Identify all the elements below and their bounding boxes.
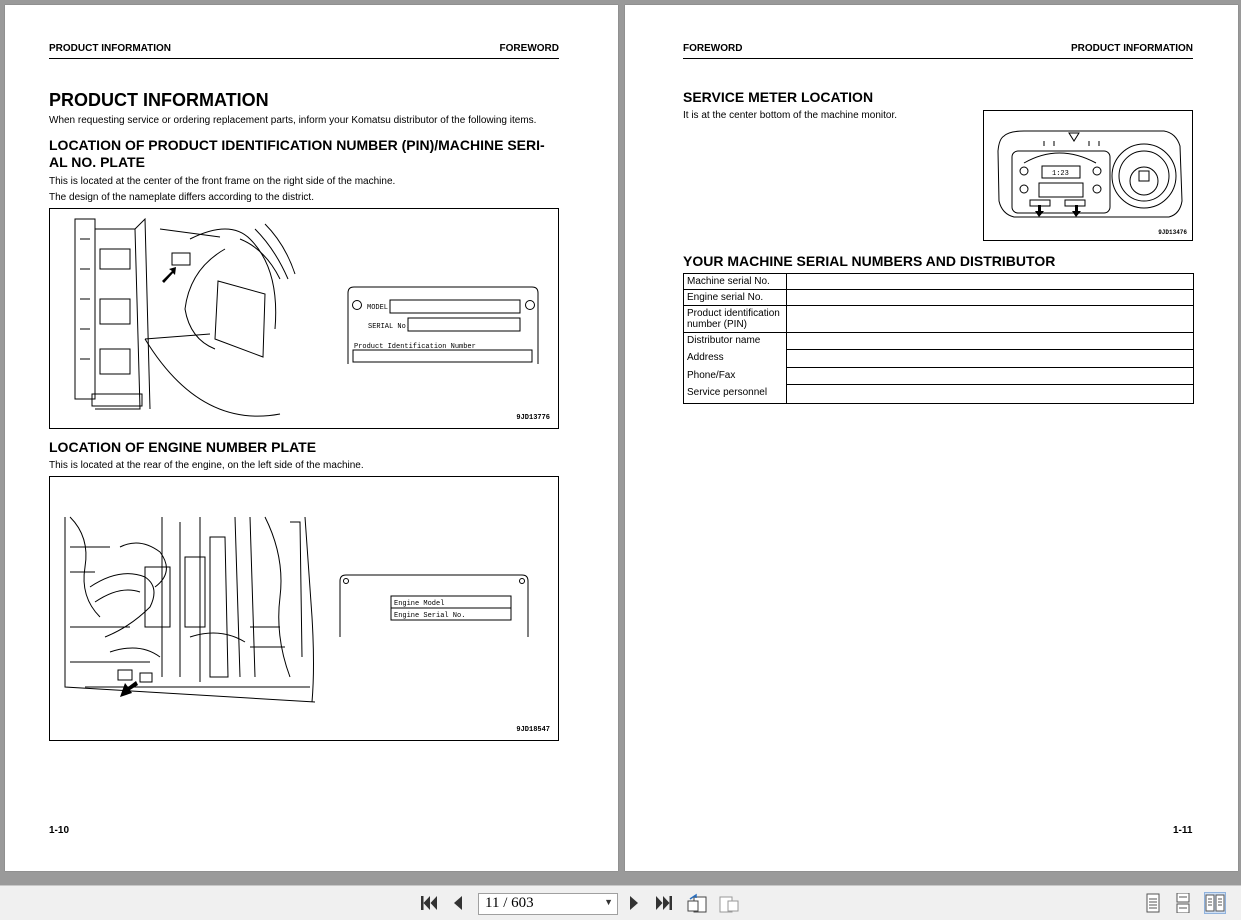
continuous-view-icon[interactable]	[1172, 892, 1194, 914]
row-label: Product identification number (PIN)	[684, 306, 787, 333]
last-page-icon[interactable]	[653, 892, 675, 914]
table-row	[684, 333, 1194, 404]
meter-text: It is at the center bottom of the machine monitor.	[683, 110, 897, 121]
service-personnel-value	[787, 385, 1193, 403]
rotate-next-icon[interactable]	[718, 892, 740, 914]
serial-number-table	[683, 273, 1194, 404]
viewer-toolbar	[0, 885, 1241, 920]
engine-plate-figure	[49, 476, 559, 741]
figure-code: 9JD13776	[516, 414, 550, 422]
running-header	[49, 42, 559, 59]
engine-heading: LOCATION OF ENGINE NUMBER PLATE	[49, 439, 317, 455]
table-row	[684, 306, 1194, 333]
page-number: 1-11	[1173, 825, 1193, 836]
table-row	[684, 290, 1194, 306]
fig3-clock: 1:23	[1052, 170, 1069, 178]
machine-monitor-drawing	[984, 111, 1194, 242]
first-page-icon[interactable]	[418, 892, 440, 914]
fig2-engine-serial: Engine Serial No.	[394, 612, 466, 620]
left-page	[5, 5, 618, 871]
intro-text: When requesting service or ordering replacement parts, inform your Komatsu distributor of the following items.	[49, 115, 537, 126]
right-page	[625, 5, 1238, 871]
meter-heading: SERVICE METER LOCATION	[683, 89, 874, 105]
figure-code: 9JD13476	[1158, 229, 1187, 236]
serial-heading: YOUR MACHINE SERIAL NUMBERS AND DISTRIBUTOR	[683, 253, 1056, 269]
page-title: PRODUCT INFORMATION	[49, 90, 269, 110]
two-page-view-icon[interactable]	[1204, 892, 1226, 914]
header-right: FOREWORD	[499, 43, 559, 54]
chevron-down-icon: ▼	[604, 897, 613, 907]
next-page-icon[interactable]	[623, 892, 645, 914]
fig1-model-label: MODEL	[367, 304, 389, 312]
row-value	[787, 306, 1194, 333]
distributor-name-label: Distributor name	[687, 335, 761, 346]
running-header	[683, 42, 1193, 59]
pin-heading-line1: LOCATION OF PRODUCT IDENTIFICATION NUMBER (PIN)/MACHINE SERI-	[49, 137, 545, 153]
phone-fax-value	[787, 368, 1193, 385]
pin-text-1: This is located at the center of the front frame on the right side of the machine.	[49, 176, 396, 187]
row-label: Machine serial No.	[684, 274, 787, 290]
phone-fax-label: Phone/Fax	[687, 370, 736, 381]
fig1-serial-label: SERIAL No.	[368, 323, 411, 331]
row-value	[787, 290, 1194, 306]
fig1-pin-label: Product Identification Number	[354, 343, 476, 351]
distributor-name-value	[787, 333, 1193, 350]
service-personnel-label: Service personnel	[687, 387, 768, 398]
rotate-prev-icon[interactable]	[686, 892, 708, 914]
single-page-view-icon[interactable]	[1142, 892, 1164, 914]
table-row	[684, 274, 1194, 290]
page-indicator: 11 / 603	[485, 895, 534, 911]
pin-plate-drawing	[50, 209, 560, 430]
address-label: Address	[687, 352, 724, 363]
pin-heading-line2: AL NO. PLATE	[49, 154, 145, 170]
pin-heading	[49, 137, 545, 171]
figure-code: 9JD18547	[516, 726, 550, 734]
row-label: Engine serial No.	[684, 290, 787, 306]
header-right: PRODUCT INFORMATION	[1070, 43, 1193, 54]
prev-page-icon[interactable]	[447, 892, 469, 914]
header-left: PRODUCT INFORMATION	[49, 43, 172, 54]
page-number-select[interactable]	[478, 893, 618, 915]
distributor-values	[787, 333, 1194, 404]
header-left: FOREWORD	[683, 43, 743, 54]
engine-plate-drawing	[50, 477, 560, 742]
address-value	[787, 350, 1193, 368]
pin-text-2: The design of the nameplate differs according to the district.	[49, 192, 314, 203]
row-value	[787, 274, 1194, 290]
pin-plate-figure	[49, 208, 559, 429]
distributor-labels	[684, 333, 787, 404]
machine-monitor-figure	[983, 110, 1193, 241]
page-number: 1-10	[49, 825, 70, 836]
engine-text: This is located at the rear of the engine, on the left side of the machine.	[49, 460, 364, 471]
fig2-engine-model: Engine Model	[394, 600, 445, 608]
